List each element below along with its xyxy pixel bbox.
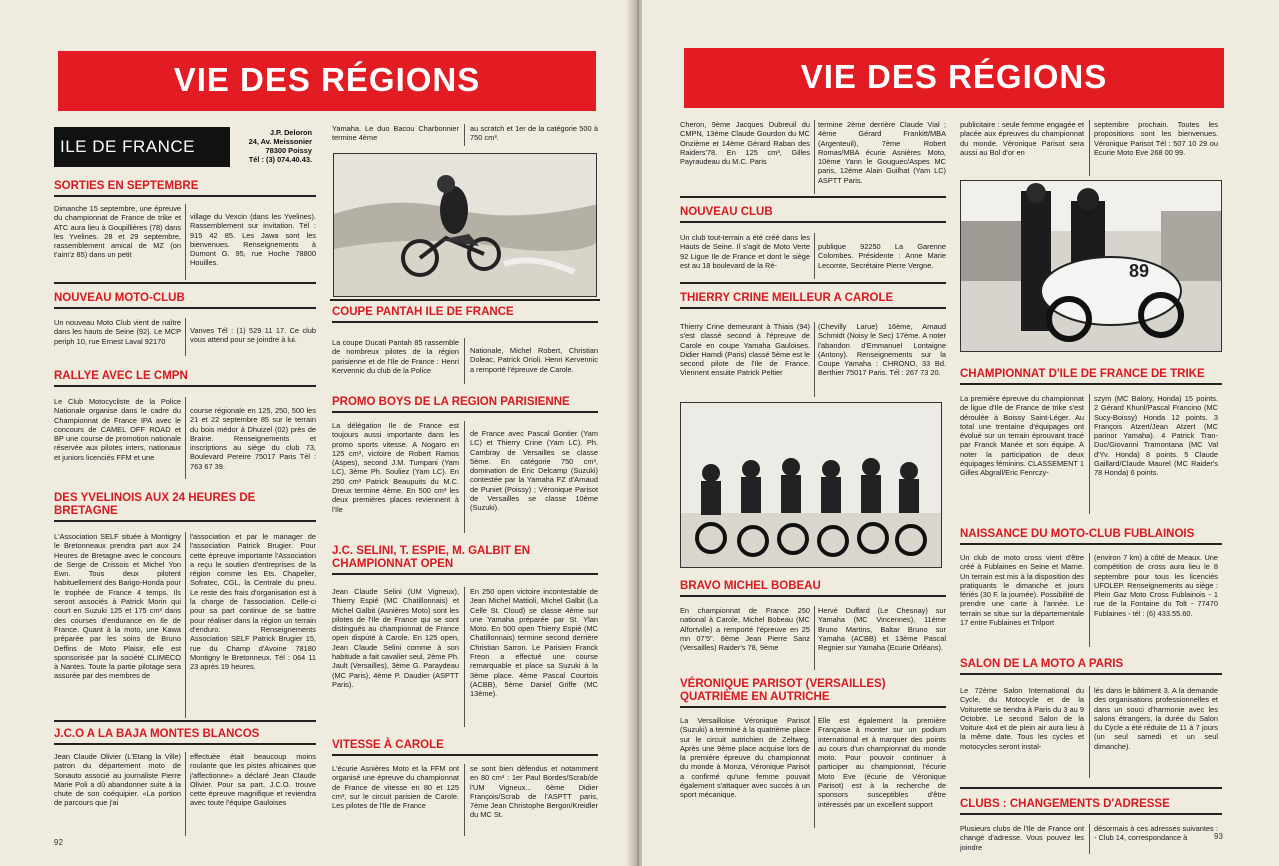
heading-baja: J.C.O A LA BAJA MONTES BLANCOS [54,728,316,745]
heading-adresse: CLUBS : CHANGEMENTS D'ADRESSE [960,798,1222,815]
sorties-col1: Dimanche 15 septembre, une épreuve du championnat de France de trike et ATC aura lieu à Goupillières (78) dans les Yvelines. 28 et 29 septembre, rassemblement amical de MZ (on t'aim'z 85) dans un petit [54,204,181,260]
nouveau-col1: Un nouveau Moto Club vient de naître dans les hauts de Seine (92). Le MCP periph 10, rue Ernest Laval 92170 [54,318,181,346]
heading-promo: PROMO BOYS DE LA REGION PARISIENNE [332,396,598,413]
adresse-col2: désormais à ces adresses suivantes : - Club 14, correspondance à [1094,824,1218,843]
bobeau-col1: En championnat de France 250 national à Carole, Michel Bobeau (MC Alfortville) a remporté l'épreuve en 25 mn 07'5". 8ème Jean Pierre Sanz (Versailles) Raider's 78, 9ème [680,606,810,653]
page-number-left: 92 [54,838,63,847]
baja-col2: effectuée était beaucoup moins roulante que les pistes africaines que j'affectionne» a déclaré Jean Claude Olivier. Pour sa part, J.C.O. trouve cette épreuve magnifique et reviendra avec toute l'équipe Gauloises [190,752,316,808]
heading-yvelinois: DES YVELINOIS AUX 24 HEURES DE BRETAGNE [54,492,316,522]
heading-rallye: RALLYE AVEC LE CMPN [54,370,316,387]
parisot-col1: La Versailloise Véronique Parisot (Suzuki) a terminé à la quatrième place sur le circuit autrichien de Zeltweg. Après une 9ème place acquise lors de la première épreuve du championnat du monde à Monza, Véronique Parisot a confirmé qu'une femme pouvait également s'attaquer avec succès à un sport mécanique. [680,716,810,800]
heading-sorties: SORTIES EN SEPTEMBRE [54,180,316,197]
rtop-col4: septembre prochain. Toutes les propositions sont les bienvenues. Véronique Parisot Tél : 507 10 29 ou Ecurie Moto Eve 268 00 99. [1094,120,1218,157]
page-number-right: 93 [1214,832,1223,841]
rallye-col2: course régionale en 125, 250, 500 les 21 et 22 septembre 85 sur le terrain du bois médor à Dhuizel (02) près de Braine. Renseignements et inscriptions au siège du club 73, Boulevard Pereire 75017 Paris Tél : 763 67 39. [190,406,316,471]
left-banner: VIE DES RÉGIONS [58,51,596,111]
pantah-col2: Nationale, Michel Robert, Christian Doleac, Patrick Orioli. Henri Kervennic a remporté l'épreuve de Carole. [470,346,598,374]
region-badge: ILE DE FRANCE [54,127,230,167]
heading-nouveau-moto-club: NOUVEAU MOTO-CLUB [54,292,316,309]
heading-vitesse: VITESSE À CAROLE [332,739,598,756]
heading-fublainois: NAISSANCE DU MOTO-CLUB FUBLAINOIS [960,528,1222,545]
yvelinois-col2: l'association et par le manager de l'association Patrick Brugier. Pour cette épreuve importante l'Association a reçu le soutien d'entreprises de la région comme les Ets. Chapelier, Sofratec, CGL, la Centrale du pneu. Le reste des frais d'organisation est à la charge de l'association. Celle-ci pour sa part continue de se battre pour réaliser dans la région un terrain d'enduro. Renseignements Association SELF Patrick Brugier 15, rue du Champ d'Avoine 78180 Montigny le Bretonneux. Tél : 064 11 23 après 19 heures. [190,532,316,672]
trike-col2: szym (MC Balory, Honda) 15 points. 2 Gérard Khunl/Pascal Francino (MC Sucy-Boissy) Honda 12 points. 3 François Atzert/Jean Atzert (MC parinor Yamaha). 4 Patrick Tran-Duc/Giovanni Tramontana (MC Val d'Yv. Honda) 8 points. 5 Claude Gaillard/Claude Maurel (MC Raider's 78 Honda) 6 points. [1094,394,1218,478]
heading-parisot: VÉRONIQUE PARISOT (VERSAILLES) QUATRIÈME EN AUTRICHE [680,678,946,708]
baja-col1: Jean Claude Olivier (L'Etang la Ville) patron du département moto de Sonauto associé au journaliste Pierre Marie Poli a dû abandonner suite à la chute de son coéquipier. «La portion de parcours que j'ai [54,752,181,808]
top-col2: au scratch et 1er de la catégorie 500 à 750 cm³. [470,124,598,143]
parisot-photo [960,180,1222,352]
rallye-col1: Le Club Motocycliste de la Police Nationale organise dans le cadre du Championnat de France IPA avec le concours de CAMEL OFF ROAD et BP une course de promotion nationale réservée aux pilotes inters, nationaux et juniors licenciés FFM et une [54,397,181,462]
svg-text:89: 89 [1129,261,1150,281]
parisot-bike-illustration [961,181,1222,352]
right-banner: VIE DES RÉGIONS [684,48,1224,108]
bobeau-col2: Hervé Duffard (Le Chesnay) sur Yamaha (MC Vincennes), 11ème Bruno Martins, Baltar Bruno sur Yamaha (ACBB) et 13ème Pascal Regnier sur Yamaha (Ecurie Orléans). [818,606,946,653]
nouveau-col2: Vanves Tél : (1) 529 11 17. Ce club vous attend pour se joindre à lui. [190,326,316,345]
sorties-col2: village du Vexcin (dans les Yvelines). Rassemblement sur invitation. Tél : 915 42 85. Les Jawa sont les bienvenues. Renseignements à Dumont G. 95, rue Hoche 78800 Houilles. [190,212,316,268]
grid-riders-illustration [681,403,942,568]
heading-pantah: COUPE PANTAH ILE DE FRANCE [332,306,598,323]
region-address: J.P. Deloron 24, Av. Meissonier 78300 Poissy Tél : (3) 074.40.43. [248,128,312,164]
top-col1: Yamaha. Le duo Bacou Charbonnier termine 4ème [332,124,459,143]
right-page [642,0,1279,866]
vitesse-col2: se sont bien défendus et notamment en 80 cm³ : 1er Paul Bordes/Scrab/de l'UM Vigneux... 6ème Didier François/Scrab de l'ASPTT paris, 7ème Jean Christophe Bergon/Kreidler du MC St. [470,764,598,820]
trike-col1: La première épreuve du championnat de ligue d'Ile de France de trike s'est déroulée à Boissy Saint-Léger. Au total une trentaine d'équipages ont évolué sur un terrain éprouvant tracé par Franck Manée et son équipe. A noter la participation de deux équipages féminins. CLASSEMENT 1 Gilles Abgrall/Eric Fenrczy- [960,394,1084,478]
enduro-rider-illustration [334,154,597,297]
heading-crine: THIERRY CRINE MEILLEUR A CAROLE [680,292,946,309]
yvelinois-col1: L'Association SELF située à Montigny le Bretonneaux prendra part aux 24 Heures de Bretagne avec le concours de Serge de Crissois et Michel Yon Ewn. Tous deux pilotent habituellement des Barigo-Honda pour le trophée de France 4 temps. Ils seront associés à Patrick Morin qui court en Suzuki 125 et 175 cm³ dans des courses d'endurance en Ile de France. Quant à la moto, une Kawa préparée par les soins de Bruno Deffins de Moto Plaisir, elle est sponsorisée par la société CLIMECO à Nantes. Toute la partie pilotage sera assurée par des membres de [54,532,181,681]
rtop-col3: publicitaire : seule femme engagée et placée aux épreuves du championnat du monde. Véronique Parisot sera aussi au Bol d'or en [960,120,1084,157]
pantah-col1: La coupe Ducati Pantah 85 rassemble de nombreux pilotes de la région parisienne et de l'Ile de France : Henri Kervennic du club de la Police [332,338,459,375]
parisot-col2: Elle est également la première Française à monter sur un podium international et à marquer des points au cours d'un championnat du monde moto. Pour pouvoir continuer à participer au championnat, l'écurie Moto Eve (écurie de Véronique Parisot) est à la recherche de sponsors susceptibles d'être intéressés par un excellent support [818,716,946,809]
rtop-col1: Cheron, 9ème Jacques Dubreuil du CMPN, 13ème Claude Gourdon du MC Onzième et 14ème Gérard Raban des Raiders'78. En 125 cm³, Gilles Payraudeau du M.C. Paris [680,120,810,167]
promo-col1: La délégation Ile de France est toujours aussi importante dans les promo sports vitesse. A Nogaro en 125 cm³, victoire de Robert Ramos (Aspes), second J.M. Tumpani (Yam LC), 3ème Ph. Souliez (Yam LC). En 250 cm³ Patrick Beaupuits du M.C. Dreux termine 4ème. En 500 cm³ les deux premières places reviennent à l'Ile [332,421,459,514]
salon-col2: lés dans le bâtiment 3. A la demande des organisations professionnelles et dans un souci d'harmonie avec les salons étrangers, la durée du Salon du Cycle a été réduite de 11 à 7 jours (un seul samedi et un seul dimanche). [1094,686,1218,751]
heading-bobeau: BRAVO MICHEL BOBEAU [680,580,946,597]
club-col1: Un club tout-terrain a été créé dans les Hauts de Seine. Il s'agit de Moto Verte 92 Ligue Ile de France et dont le siège est au 18 boulevard de la Ré- [680,233,810,270]
vitesse-col1: L'écurie Asnières Moto et la FFM ont organisé une épreuve du championnat de France de vitesse en 80 et 125 cm³, sur le circuit parisien de Carole. Les pilotes de l'Ile de France [332,764,459,811]
enduro-photo [333,153,597,297]
fublainois-col2: (environ 7 km) à côté de Meaux. Une compétition de cross aura lieu le 8 septembre pour tous les licenciés UFOLEP. Renseignements au siège : Plein Gaz Moto Cross Fublainois - 1 rue de la Fontaine du Tolt - 77470 Fublaines - tél : (6) 433.55.60. [1094,553,1218,618]
rtop-col2: termine 2ème derrière Claude Vial ; 4ème Gérard Frankitt/MBA (Argenteuil), 7ème Robert Romas/MBA écurie Asnières Moto, 10ème Yann le Gouguec/Aspes MC paris, 12ème Alain Guilhat (Yam LC) ASPTT Paris. [818,120,946,185]
selini-col1: Jean Claude Selini (UM Vigneux), Thierry Espié (MC Chatillonnais) et Michel Galbit (Asnières Moto) sont les pilotes de l'Ile de France qui se sont distingués au championnat de France open disputé à Carole. En 125 open, Jean Claude Selini comme à son habitude a fait cavalier seul, 2ème Ph. Jault (Versailles), 3ème G. Paraydeau (MC Paris), 4ème P. Daudier (ASPTT Paris). [332,587,459,689]
promo-col2: de France avec Pascal Gontier (Yam LC) et Thierry Crine (Yam LC). Ph. Cambray de Versailles se classe 5ème. En catégorie 750 cm³, domination de Eric Delcamp (Suzuki) contestée par la Yamaha FZ d'Arnaud de Puniet (Poissy) ; Véronique Parisot de Versailles se classe 10ème (Suzuki). [470,429,598,513]
heading-trike: CHAMPIONNAT D'ILE DE FRANCE DE TRIKE [960,368,1222,385]
selini-col2: En 250 open victoire incontestable de Jean Michel Mattioli, Michel Galbit (La Celle St. Cloud) se classe 4ème sur une Yamaha préparée par St. Ylan Moto. En 500 open Thierry Espié (MC Chatillonnais) termine second derrière Christian Sarron. Le Parisien Franck Freon a effectué une course remarquable et place sa Suzuki à la 3ème place. 4ème Pascal Courtois (ACBB), 5ème Daniel Griffe (MC 13ème). [470,587,598,699]
adresse-col1: Plusieurs clubs de l'Ile de France ont changé d'adresse. Vous pouvez les joindre [960,824,1084,852]
fublainois-col1: Un club de moto cross vient d'être créé à Fublaines en Seine et Marne. Un terrain est mis à la disposition des pratiquants le dimanche et jours fériés (30 F. la journée). Possibilité de prendre une carte à l'année. Le terrain se situe sur la départementale 17 entre Fublaines et Trilport [960,553,1084,628]
crine-col1: Thierry Crine demeurant à Thiais (94) s'est classé second à l'épreuve de Carole en coupe Yamaha Gauloises. Didier Hamdi (Paris) classé 5ème est le second pilote de l'Ile de France. Viennent ensuite Patrick Peltier [680,322,810,378]
heading-selini: J.C. SELINI, T. ESPIE, M. GALBIT EN CHAMPIONNAT OPEN [332,545,598,575]
heading-nouveau-club: NOUVEAU CLUB [680,206,946,223]
salon-col1: Le 72ème Salon International du Cycle, du Motocycle et de la Voiturette se tiendra à Paris du 3 au 9 Octobre. Le second Salon de la Voiture 4x4 et de plein air aura lieu à la même date. Tous les cycles et motocycles seront instal- [960,686,1084,751]
left-page [0,0,634,866]
club-col2: publique 92250 La Garenne Colombes. Présidente : Anne Marie Lecomte, Secrétaire Pierre Vergne. [818,242,946,270]
heading-salon: SALON DE LA MOTO A PARIS [960,658,1222,675]
crine-col2: (Chevilly Larue) 16ème, Arnaud Schmidt (Noisy le Sec) 17ème. A noter l'abandon d'Emmanuel Lontaigne (Antony). Renseignements sur la Coupe Yamaha : CHRONO, 33 Bd. Berthier 75017 Paris. Tél : 267 73 20. [818,322,946,378]
race-start-photo [680,402,942,568]
